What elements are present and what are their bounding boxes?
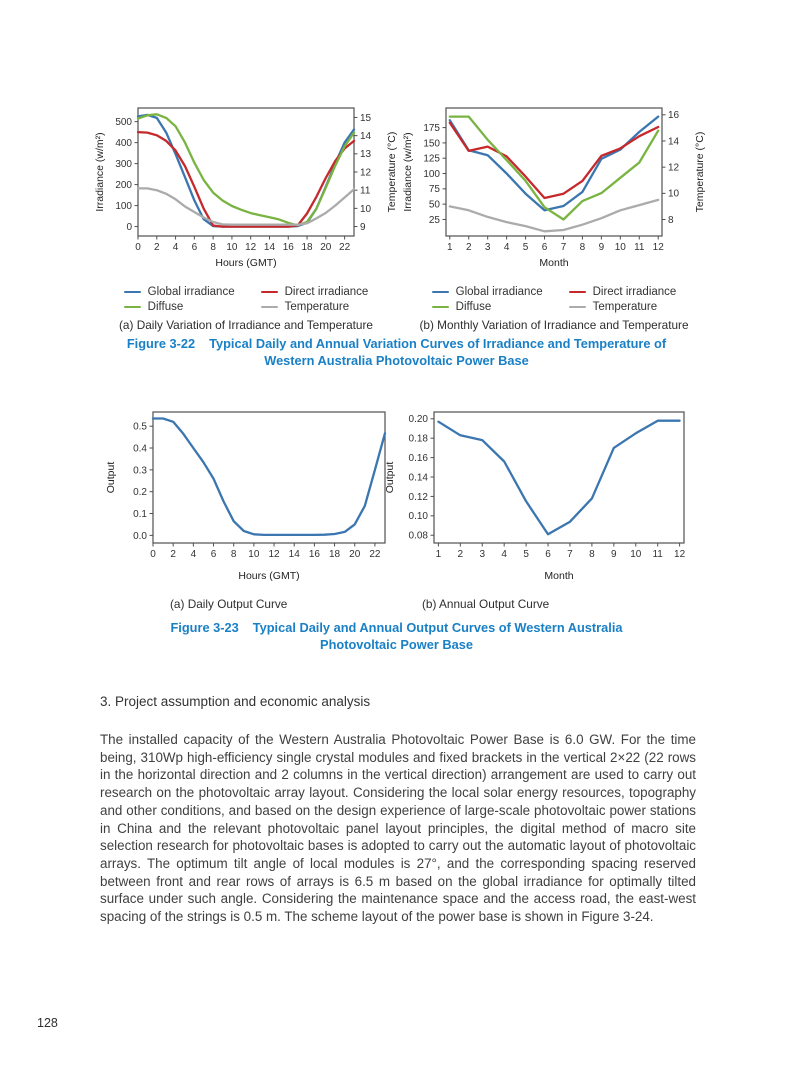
series-output: [153, 419, 385, 535]
svg-text:12: 12: [245, 242, 257, 253]
svg-text:13: 13: [360, 149, 372, 161]
legend-swatch-global: [432, 291, 449, 294]
svg-text:9: 9: [598, 242, 605, 253]
chart-monthly-irradiance-temperature: [400, 100, 708, 275]
svg-text:10: 10: [668, 188, 680, 200]
legend-swatch-direct: [261, 291, 278, 294]
svg-text:18: 18: [301, 242, 313, 253]
svg-text:12: 12: [268, 549, 280, 560]
svg-text:3: 3: [479, 549, 486, 560]
svg-text:0: 0: [126, 221, 132, 233]
series-direct-irradiance: [450, 123, 658, 198]
svg-text:75: 75: [428, 184, 440, 196]
legend-swatch-direct: [569, 291, 586, 294]
chart-legend: [124, 286, 369, 313]
svg-text:0: 0: [150, 549, 156, 560]
svg-text:100: 100: [115, 200, 132, 212]
svg-text:Irradiance (w/m²): Irradiance (w/m²): [94, 132, 106, 212]
svg-text:2: 2: [465, 242, 472, 253]
svg-text:50: 50: [428, 199, 440, 211]
legend-label: Direct irradiance: [592, 286, 677, 298]
legend-swatch-temperature: [569, 306, 586, 309]
svg-text:Temperature (°C): Temperature (°C): [694, 131, 706, 213]
svg-text:1: 1: [447, 242, 453, 253]
legend-label: Direct irradiance: [284, 286, 369, 298]
svg-text:2: 2: [154, 242, 160, 253]
svg-text:300: 300: [115, 159, 132, 171]
subcaption-b: (b) Monthly Variation of Irradiance and Temperature: [419, 318, 689, 332]
legend-item: [124, 301, 235, 313]
svg-text:Output: Output: [105, 461, 117, 494]
svg-text:6: 6: [191, 242, 198, 253]
svg-text:Hours (GMT): Hours (GMT): [238, 570, 300, 582]
svg-text:9: 9: [360, 221, 366, 233]
svg-text:0.3: 0.3: [133, 465, 147, 477]
svg-text:16: 16: [308, 549, 320, 560]
figure-caption-label: Figure 3-22: [126, 336, 196, 351]
svg-text:14: 14: [668, 136, 680, 148]
figure-3-22-panel-b: [400, 100, 708, 332]
svg-text:400: 400: [115, 138, 132, 150]
svg-text:6: 6: [541, 242, 548, 253]
svg-text:20: 20: [349, 549, 361, 560]
svg-text:4: 4: [190, 549, 197, 560]
svg-text:200: 200: [115, 179, 132, 191]
svg-text:7: 7: [560, 242, 567, 253]
legend-item: [261, 301, 369, 313]
legend-swatch-diffuse: [124, 306, 141, 309]
figure-3-23-caption: [0, 619, 793, 653]
svg-text:10: 10: [360, 203, 372, 215]
svg-text:20: 20: [320, 242, 332, 253]
svg-text:2: 2: [457, 549, 464, 560]
subcaption-annual-output: (b) Annual Output Curve: [422, 597, 550, 611]
monthly-irradiance-temperature-svg: [400, 100, 708, 270]
svg-text:4: 4: [172, 242, 179, 253]
subcaption-daily-output: (a) Daily Output Curve: [170, 597, 288, 611]
svg-text:14: 14: [360, 131, 372, 143]
figure-caption-text: Typical Daily and Annual Variation Curves of Irradiance and Temperature of Western Australia Photovoltaic Power Base: [209, 336, 667, 368]
svg-text:16: 16: [282, 242, 294, 253]
svg-text:4: 4: [503, 242, 510, 253]
legend-label: Global irradiance: [147, 286, 235, 298]
svg-text:Temperature (°C): Temperature (°C): [386, 131, 398, 213]
legend-label: Diffuse: [455, 301, 492, 313]
svg-text:125: 125: [423, 153, 440, 165]
daily-output-curve-svg: [103, 403, 397, 583]
svg-text:10: 10: [630, 549, 642, 560]
svg-text:4: 4: [501, 549, 507, 560]
svg-text:12: 12: [674, 549, 686, 560]
svg-text:0.20: 0.20: [408, 414, 428, 426]
svg-text:0.1: 0.1: [133, 508, 147, 520]
legend-label: Temperature: [592, 301, 658, 313]
legend-item: [569, 286, 677, 298]
page-number: 128: [37, 1016, 58, 1030]
svg-text:3: 3: [484, 242, 491, 253]
svg-text:500: 500: [115, 117, 132, 129]
svg-text:1: 1: [435, 549, 442, 560]
legend-label: Temperature: [284, 301, 350, 313]
svg-text:15: 15: [360, 112, 372, 124]
svg-text:Hours (GMT): Hours (GMT): [215, 257, 277, 269]
legend-label: Global irradiance: [455, 286, 543, 298]
svg-text:150: 150: [423, 138, 440, 150]
svg-text:5: 5: [523, 549, 529, 560]
svg-text:10: 10: [614, 242, 626, 253]
legend-item: [432, 286, 543, 298]
figure-3-22-caption: [0, 335, 793, 369]
chart-legend: [432, 286, 677, 313]
annual-output-curve-svg: [382, 403, 694, 583]
svg-text:14: 14: [288, 549, 300, 560]
svg-text:0.14: 0.14: [408, 472, 428, 484]
svg-text:12: 12: [652, 242, 664, 253]
svg-text:5: 5: [522, 242, 529, 253]
svg-text:Output: Output: [384, 461, 396, 494]
section-body-paragraph: The installed capacity of the Western Australia Photovoltaic Power Base is 6.0 GW. For the time being, 310Wp high-efficiency single crystal modules and fixed brackets in the vertical 2×22 (22 rows in the horizontal direction and 2 columns in the vertical direction) arrangement are used to carry out research on the photovoltaic array layout. Considering the local solar energy resources, topography and other conditions, and based on the design experience of large-scale photovoltaic power stations in China and the relevant photovoltaic panel layout principles, the digital method of macro site selection research for photovoltaic bases is adopted to carry out the automatic layout of photovoltaic arrays. The optimum tilt angle of local modules is 27°, and the corresponding spacing reserved between front and rear rows of arrays is 6.5 m based on the global irradiance for optimally tilted surface under such angle. Considering the maintenance space and the access road, the east-west spacing of the strings is 0.5 m. The scheme layout of the power base is shown in Figure 3-24.: [100, 732, 696, 925]
svg-text:10: 10: [248, 549, 260, 560]
chart-daily-output-curve: [103, 403, 397, 588]
svg-text:11: 11: [634, 242, 645, 253]
legend-item: [261, 286, 369, 298]
section-heading: 3. Project assumption and economic analysis: [100, 694, 371, 709]
svg-text:8: 8: [230, 549, 237, 560]
svg-text:Irradiance (w/m²): Irradiance (w/m²): [402, 132, 414, 212]
series-temperature: [450, 200, 658, 231]
svg-text:10: 10: [226, 242, 238, 253]
svg-text:6: 6: [545, 549, 551, 560]
chart-daily-irradiance-temperature: [92, 100, 400, 275]
svg-text:8: 8: [589, 549, 595, 560]
svg-text:0.0: 0.0: [133, 530, 147, 542]
svg-text:16: 16: [668, 110, 680, 122]
figure-3-22-charts: [92, 100, 708, 332]
svg-text:6: 6: [210, 549, 217, 560]
svg-text:14: 14: [263, 242, 276, 253]
series-diffuse: [138, 114, 354, 225]
series-diffuse: [450, 117, 658, 220]
svg-text:0.5: 0.5: [133, 421, 147, 433]
svg-text:7: 7: [567, 549, 573, 560]
svg-text:11: 11: [360, 185, 371, 197]
svg-text:0: 0: [135, 242, 141, 253]
svg-text:0.08: 0.08: [408, 530, 428, 542]
chart-annual-output-curve: [382, 403, 694, 588]
figure-caption-label: Figure 3-23: [170, 620, 239, 635]
svg-text:9: 9: [611, 549, 617, 560]
svg-text:11: 11: [652, 549, 663, 560]
legend-item: [124, 286, 235, 298]
svg-text:8: 8: [210, 242, 216, 253]
svg-text:8: 8: [668, 214, 674, 226]
figure-caption-text: Typical Daily and Annual Output Curves of Western Australia Photovoltaic Power Base: [252, 620, 623, 652]
svg-text:18: 18: [329, 549, 341, 560]
legend-label: Diffuse: [147, 301, 184, 313]
svg-text:Month: Month: [544, 570, 574, 582]
figure-3-22-panel-a: [92, 100, 400, 332]
svg-text:2: 2: [170, 549, 176, 560]
series-output: [438, 421, 679, 535]
legend-swatch-global: [124, 291, 141, 294]
daily-irradiance-temperature-svg: [92, 100, 400, 270]
svg-text:0.10: 0.10: [408, 511, 428, 523]
svg-text:0.16: 0.16: [408, 453, 428, 465]
svg-text:0.4: 0.4: [133, 443, 147, 455]
svg-text:0.2: 0.2: [133, 487, 147, 499]
legend-item: [569, 301, 677, 313]
svg-text:0.18: 0.18: [408, 433, 428, 445]
svg-text:12: 12: [360, 167, 372, 179]
legend-swatch-diffuse: [432, 306, 449, 309]
series-global-irradiance: [138, 115, 354, 227]
svg-text:175: 175: [423, 122, 440, 134]
svg-text:25: 25: [428, 214, 440, 226]
svg-text:12: 12: [668, 162, 680, 174]
svg-text:Month: Month: [539, 257, 569, 269]
subcaption-a: (a) Daily Variation of Irradiance and Temperature: [119, 318, 373, 332]
legend-swatch-temperature: [261, 306, 278, 309]
svg-text:0.12: 0.12: [408, 491, 428, 503]
svg-text:22: 22: [369, 549, 381, 560]
svg-text:100: 100: [423, 168, 440, 180]
svg-text:22: 22: [339, 242, 351, 253]
legend-item: [432, 301, 543, 313]
svg-text:8: 8: [579, 242, 586, 253]
